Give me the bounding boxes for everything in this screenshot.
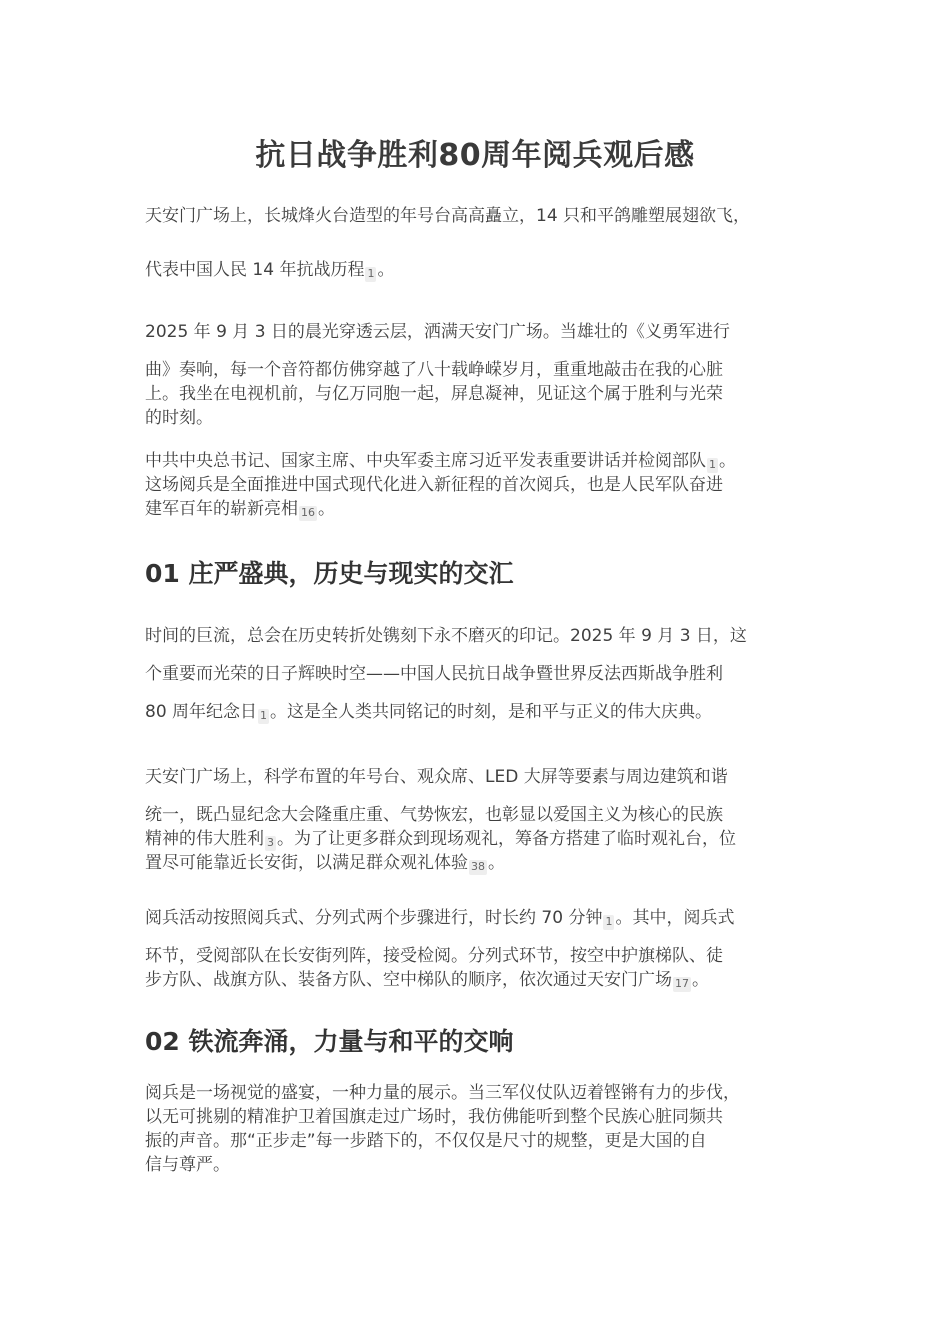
citation-badge[interactable]: 1 — [605, 915, 613, 928]
intro-paragraph — [145, 204, 810, 282]
text-line: 2025 年 9 月 3 日的晨光穿透云层，洒满天安门广场。当雄壮的《义勇军进行 — [145, 322, 730, 342]
section1-paragraph-3 — [145, 906, 810, 992]
text-line: 天安门广场上，长城烽火台造型的年号台高高矗立，14 只和平鸽雕塑展翅欲飞， — [145, 206, 751, 226]
text-segment: 步方队、战旗方队、装备方队、空中梯队的顺序，依次通过天安门广场 — [145, 970, 672, 990]
section1-paragraph-1 — [145, 624, 810, 724]
text-line: 曲》奏响，每一个音符都仿佛穿越了八十载峥嵘岁月，重重地敲击在我的心脏 — [145, 360, 723, 380]
text-segment: 80 周年纪念日 — [145, 702, 258, 722]
text-segment: 。 — [488, 853, 505, 873]
text-line: 时间的巨流，总会在历史转折处镌刻下永不磨灭的印记。2025 年 9 月 3 日，这 — [145, 626, 747, 646]
text-line: 个重要而光荣的日子辉映时空——中国人民抗日战争暨世界反法西斯战争胜利 — [145, 664, 723, 684]
paragraph-review — [145, 449, 810, 521]
citation-badge[interactable]: 3 — [267, 836, 274, 849]
text-segment: 。 — [692, 970, 709, 990]
text-line: 振的声音。那“正步走”每一步踏下的，不仅仅是尺寸的规整，更是大国的自 — [145, 1131, 707, 1151]
citation-badge[interactable]: 38 — [471, 860, 485, 873]
text-segment: 。 — [377, 260, 395, 280]
document-title: 抗日战争胜利80周年阅兵观后感 — [255, 138, 695, 173]
paragraph-morning — [145, 320, 810, 430]
text-segment: 阅兵活动按照阅兵式、分列式两个步骤进行，时长约 70 分钟 — [145, 908, 603, 928]
text-line: 天安门广场上，科学布置的年号台、观众席、LED 大屏等要素与周边建筑和谐 — [145, 767, 728, 787]
text-line — [145, 906, 810, 930]
text-line — [145, 968, 810, 992]
citation-badge[interactable]: 1 — [367, 267, 375, 280]
citation-badge[interactable]: 1 — [260, 709, 268, 722]
section2-paragraph-1 — [145, 1081, 810, 1177]
text-segment: 。这是全人类共同铭记的时刻，是和平与正义的伟大庆典。 — [270, 702, 713, 722]
text-line — [145, 497, 810, 521]
text-segment: 中共中央总书记、国家主席、中央军委主席习近平发表重要讲话并检阅部队 — [145, 451, 706, 471]
text-line — [145, 449, 810, 473]
citation-badge[interactable]: 1 — [709, 458, 716, 471]
text-line: 信与尊严。 — [145, 1155, 230, 1175]
text-segment: 精神的伟大胜利 — [145, 829, 264, 849]
citation-badge[interactable]: 16 — [301, 506, 315, 519]
text-segment: 置尽可能靠近长安街，以满足群众观礼体验 — [145, 853, 468, 873]
text-segment: 。为了让更多群众到现场观礼，筹备方搭建了临时观礼台，位 — [277, 829, 736, 849]
text-line — [145, 851, 810, 875]
text-line: 的时刻。 — [145, 408, 213, 428]
text-line: 这场阅兵是全面推进中国式现代化进入新征程的首次阅兵，也是人民军队奋进 — [145, 475, 723, 495]
text-line: 环节，受阅部队在长安街列阵，接受检阅。分列式环节，按空中护旗梯队、徒 — [145, 946, 723, 966]
text-line: 统一，既凸显纪念大会隆重庄重、气势恢宏，也彰显以爱国主义为核心的民族 — [145, 805, 723, 825]
text-line — [145, 827, 810, 851]
text-line — [145, 700, 810, 724]
text-line: 上。我坐在电视机前，与亿万同胞一起，屏息凝神，见证这个属于胜利与光荣 — [145, 384, 723, 404]
text-segment: 。 — [719, 451, 736, 471]
text-line: 阅兵是一场视觉的盛宴，一种力量的展示。当三军仪仗队迈着铿锵有力的步伐， — [145, 1083, 740, 1103]
section1-paragraph-2 — [145, 765, 810, 875]
section-heading-1: 01 庄严盛典，历史与现实的交汇 — [145, 559, 514, 588]
citation-badge[interactable]: 17 — [675, 977, 689, 990]
text-segment: 。其中，阅兵式 — [615, 908, 735, 928]
text-line — [145, 258, 810, 282]
section-heading-2: 02 铁流奔涌，力量与和平的交响 — [145, 1027, 514, 1056]
text-segment: 建军百年的崭新亮相 — [145, 499, 298, 519]
text-segment: 代表中国人民 14 年抗战历程 — [145, 260, 365, 280]
text-line: 以无可挑剔的精准护卫着国旗走过广场时，我仿佛能听到整个民族心脏同频共 — [145, 1107, 723, 1127]
text-segment: 。 — [318, 499, 335, 519]
